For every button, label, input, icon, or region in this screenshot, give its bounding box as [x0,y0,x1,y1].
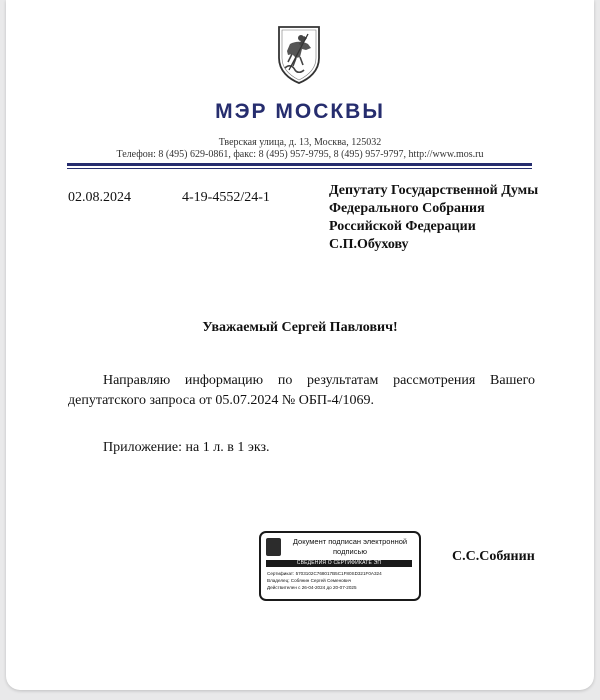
salutation: Уважаемый Сергей Павлович! [202,320,398,335]
recipient-line: Российской Федерации [329,219,476,234]
stamp-owner: Владелец: Собянин Сергей Семенович [267,578,352,583]
stamp-details [267,570,415,591]
org-title: МЭР МОСКВЫ [215,100,385,123]
stamp-certificate-header: СВЕДЕНИЯ О СЕРТИФИКАТЕ ЭП [266,560,412,567]
recipient-line: Федерального Собрания [329,201,485,216]
letterhead-contacts: Телефон: 8 (495) 629-0861, факс: 8 (495) 957-9795, 8 (495) 957-9797, http://www.mos.ru [116,149,484,160]
stamp-validity: Действителен с 26-04-2024 до 20-07-2025 [267,585,357,590]
recipient-block [329,182,549,254]
registration-number: 4-19-4552/24-1 [182,190,270,205]
letterhead-address: Тверская улица, д. 13, Москва, 125032 [218,137,382,148]
electronic-signature-stamp [259,531,421,601]
signer-name: С.С.Собянин [452,549,535,564]
stamp-title: Документ подписан электронной подписью [292,537,408,556]
attachment-note: Приложение: на 1 л. в 1 экз. [103,440,270,455]
body-paragraph: Направляю информацию по результатам рассмотрения Вашего депутатского запроса от 05.07.2024 № ОБП-4/1069. [68,373,535,408]
document-date: 02.08.2024 [68,190,131,205]
stamp-emblem-icon [266,538,281,556]
recipient-line: С.П.Обухову [329,237,409,252]
letterhead-divider-thick [67,163,532,166]
letterhead-divider-thin [67,168,532,169]
moscow-coat-of-arms-icon [275,24,323,86]
stamp-certificate-id: Сертификат: 5703102C768017B5C1F80SD321F0A324 [267,571,382,576]
recipient-line: Депутату Государственной Думы [329,183,539,198]
